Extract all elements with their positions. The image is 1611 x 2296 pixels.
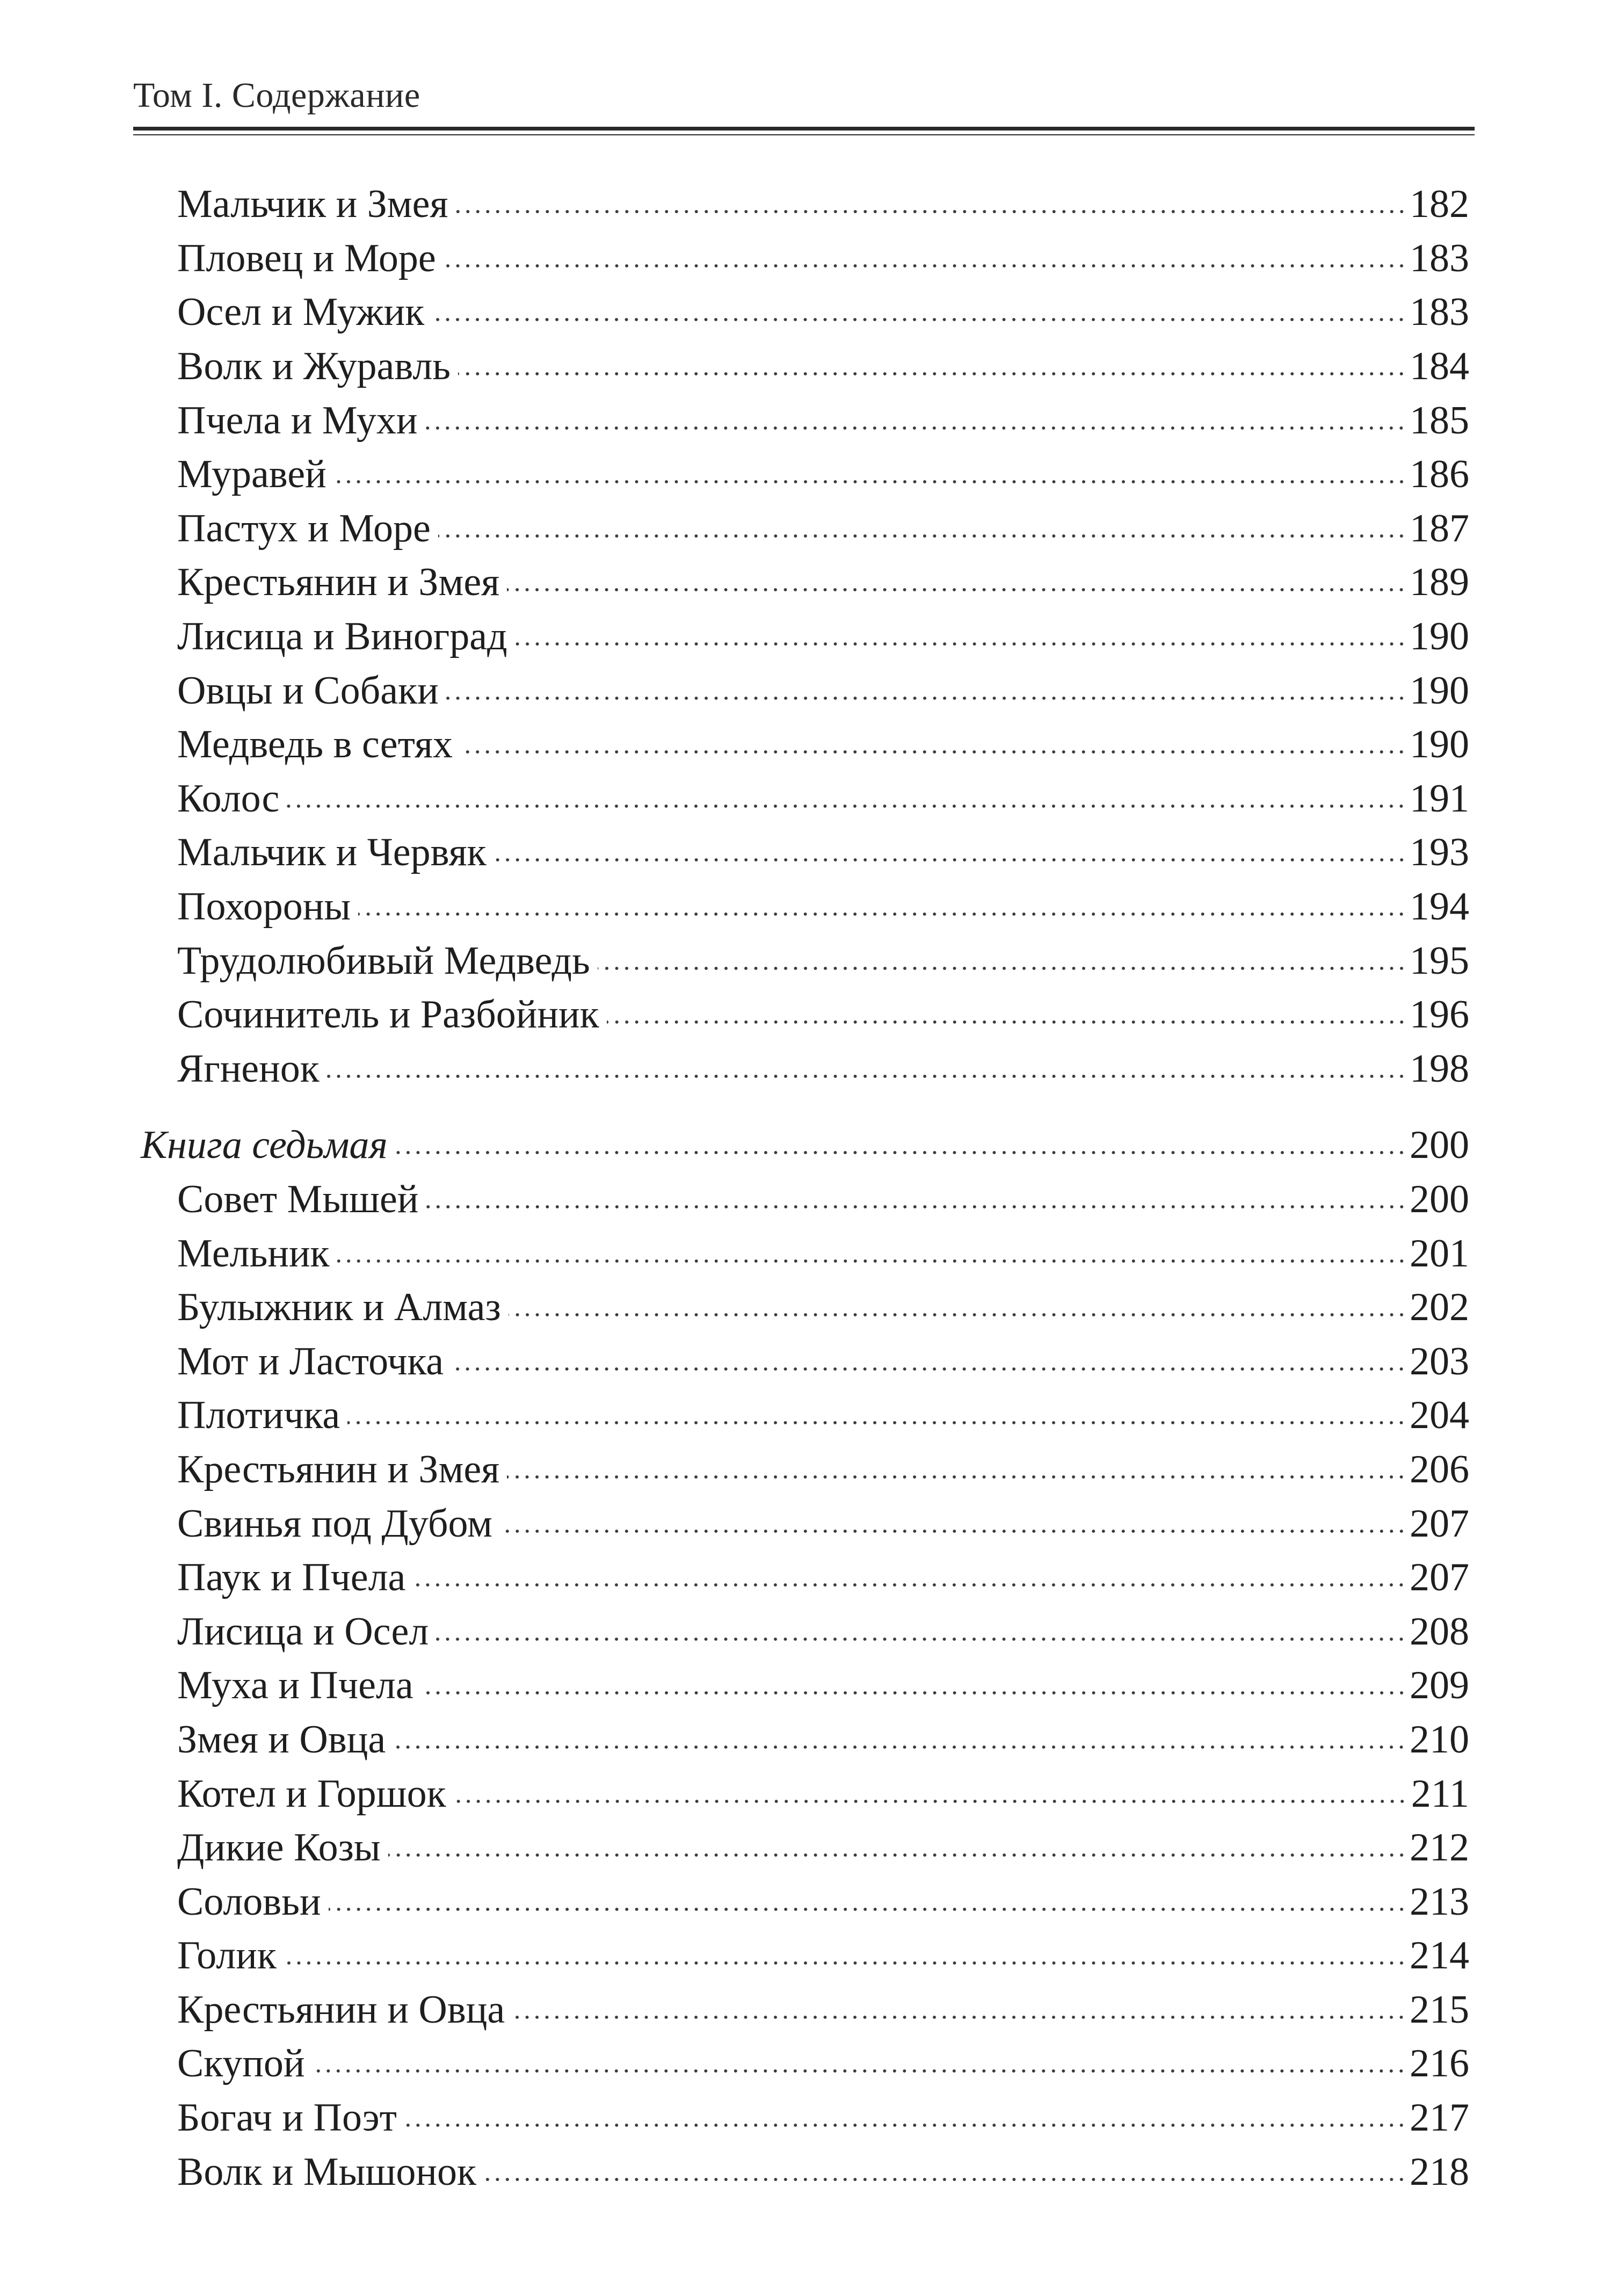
toc-entry-title: Осел и Мужик: [177, 285, 432, 339]
dot-leader: [426, 1203, 1407, 1211]
dot-leader: [312, 2067, 1406, 2075]
toc-entry-page-number: 190: [1410, 668, 1469, 713]
toc-entry-title: Сочинитель и Разбойник: [177, 988, 607, 1041]
toc-entry-page-number: 183: [1410, 290, 1469, 335]
toc-entry-page-number: 196: [1410, 993, 1469, 1037]
toc-entry-title: Крестьянин и Змея: [177, 1443, 507, 1496]
toc-entry-title: Крестьянин и Змея: [177, 555, 507, 609]
dot-leader: [458, 370, 1406, 378]
toc-entry[interactable]: [177, 988, 1469, 1042]
toc-entry[interactable]: [177, 231, 1469, 286]
toc-entry[interactable]: [177, 1496, 1469, 1551]
dot-leader: [432, 316, 1406, 323]
toc-entry-page-number: 187: [1410, 506, 1469, 551]
dot-leader: [512, 2013, 1406, 2021]
toc-entry-page-number: 190: [1410, 722, 1469, 767]
toc-entry-page-number: 207: [1410, 1555, 1469, 1600]
toc-entry-page-number: 193: [1410, 830, 1469, 875]
toc-entry-page-number: 202: [1410, 1285, 1469, 1330]
toc-entry-title: Книга седьмая: [141, 1118, 395, 1172]
toc-entry-title: Крестьянин и Овца: [177, 1983, 512, 2037]
toc-entry[interactable]: [177, 1713, 1469, 1767]
dot-leader: [393, 1743, 1406, 1751]
toc-entry-page-number: 216: [1410, 2041, 1469, 2086]
dot-leader: [494, 856, 1406, 864]
toc-entry-title: Мот и Ласточка: [177, 1335, 451, 1388]
dot-leader: [337, 1257, 1407, 1265]
toc-entry-title: Булыжник и Алмаз: [177, 1280, 509, 1334]
dot-leader: [287, 802, 1406, 810]
toc-entry-title: Змея и Овца: [177, 1713, 393, 1766]
toc-entry[interactable]: [177, 1280, 1469, 1335]
dot-leader: [284, 1959, 1406, 1967]
toc-entry-page-number: 200: [1410, 1177, 1469, 1221]
toc-entry-title: Плотичка: [177, 1388, 347, 1442]
toc-entry[interactable]: [177, 1172, 1469, 1227]
table-of-contents: [141, 177, 1469, 2199]
toc-entry-title: Волк и Журавль: [177, 339, 458, 393]
toc-entry-page-number: 182: [1410, 182, 1469, 227]
toc-entry-title: Овцы и Собаки: [177, 664, 446, 718]
dot-leader: [456, 208, 1407, 215]
dot-leader: [404, 2121, 1406, 2129]
toc-entry-title: Трудолюбивый Медведь: [177, 934, 598, 988]
toc-entry[interactable]: [177, 1821, 1469, 1875]
dot-leader: [507, 1473, 1406, 1481]
dot-leader: [413, 1581, 1406, 1589]
toc-entry-page-number: 212: [1410, 1826, 1469, 1870]
toc-entry-page-number: 213: [1410, 1879, 1469, 1924]
toc-entry-title: Скупой: [177, 2037, 312, 2090]
dot-leader: [446, 694, 1406, 702]
toc-entry-page-number: 208: [1410, 1609, 1469, 1654]
dot-leader: [358, 910, 1406, 918]
toc-entry-title: Колос: [177, 772, 287, 825]
toc-entry-page-number: 183: [1410, 236, 1469, 280]
toc-entry[interactable]: [177, 1874, 1469, 1929]
toc-entry-page-number: 194: [1410, 885, 1469, 929]
toc-entry[interactable]: [177, 1929, 1469, 1983]
toc-entry-title: Котел и Горшок: [177, 1767, 454, 1821]
toc-entry-title: Муха и Пчела: [177, 1658, 421, 1712]
toc-entry-page-number: 186: [1410, 452, 1469, 497]
toc-entry[interactable]: [177, 2145, 1469, 2199]
toc-entry[interactable]: [177, 1551, 1469, 1605]
header-rule-thin: [133, 134, 1475, 135]
toc-entry[interactable]: [177, 1443, 1469, 1497]
toc-entry-page-number: 185: [1410, 398, 1469, 443]
toc-entry-page-number: 215: [1410, 1987, 1469, 2032]
toc-entry[interactable]: [177, 502, 1469, 556]
dot-leader: [395, 1149, 1406, 1156]
toc-entry[interactable]: [177, 825, 1469, 880]
toc-entry[interactable]: [177, 933, 1469, 988]
toc-entry[interactable]: [177, 2037, 1469, 2091]
toc-entry[interactable]: [177, 1604, 1469, 1658]
dot-leader: [327, 1073, 1406, 1080]
toc-entry[interactable]: [177, 2091, 1469, 2145]
toc-entry[interactable]: [177, 393, 1469, 447]
dot-leader: [334, 478, 1406, 486]
toc-entry-title: Медведь в сетях: [177, 718, 460, 771]
toc-entry-title: Мальчик и Змея: [177, 177, 456, 231]
toc-entry-page-number: 200: [1410, 1123, 1469, 1168]
toc-entry[interactable]: [177, 1983, 1469, 2037]
toc-entry[interactable]: [177, 1388, 1469, 1443]
toc-entry[interactable]: [177, 339, 1469, 394]
toc-entry-title: Свинья под Дубом: [177, 1497, 500, 1551]
dot-leader: [460, 748, 1406, 756]
toc-entry-page-number: 195: [1410, 938, 1469, 983]
dot-leader: [598, 965, 1406, 972]
toc-entry-page-number: 204: [1410, 1393, 1469, 1438]
toc-entry-page-number: 206: [1410, 1447, 1469, 1491]
toc-entry-title: Мельник: [177, 1227, 337, 1280]
toc-entry-title: Дикие Козы: [177, 1821, 388, 1874]
toc-entry-title: Соловьи: [177, 1875, 329, 1929]
toc-entry[interactable]: [177, 772, 1469, 826]
toc-entry[interactable]: [177, 880, 1469, 934]
toc-entry[interactable]: [177, 663, 1469, 718]
toc-entry[interactable]: [177, 555, 1469, 610]
dot-leader: [509, 1311, 1406, 1319]
toc-entry[interactable]: [177, 1226, 1469, 1280]
toc-entry-title: Пловец и Море: [177, 231, 444, 285]
toc-entry-title: Муравей: [177, 447, 334, 501]
toc-entry[interactable]: [177, 1334, 1469, 1388]
toc-entry-page-number: 217: [1410, 2096, 1469, 2140]
header-rule-thick: [133, 127, 1475, 131]
dot-leader: [454, 1798, 1407, 1805]
dot-leader: [438, 532, 1406, 540]
dot-leader: [515, 640, 1406, 648]
toc-entry-page-number: 214: [1410, 1933, 1469, 1978]
dot-leader: [421, 1689, 1406, 1697]
toc-entry[interactable]: [177, 1042, 1469, 1096]
toc-entry-page-number: 203: [1410, 1339, 1469, 1384]
toc-entry-title: Богач и Поэт: [177, 2091, 404, 2145]
toc-entry[interactable]: [177, 610, 1469, 664]
dot-leader: [436, 1635, 1406, 1643]
toc-entry-title: Волк и Мышонок: [177, 2145, 484, 2199]
toc-entry-title: Совет Мышей: [177, 1172, 426, 1226]
toc-entry-page-number: 190: [1410, 614, 1469, 659]
running-head: Том I. Содержание: [133, 76, 420, 115]
toc-entry[interactable]: [177, 285, 1469, 339]
toc-entry-title: Похороны: [177, 880, 358, 933]
dot-leader: [347, 1419, 1406, 1426]
toc-entry-page-number: 198: [1410, 1046, 1469, 1091]
dot-leader: [451, 1365, 1406, 1373]
toc-entry-title: Мальчик и Червяк: [177, 825, 494, 879]
toc-entry-page-number: 211: [1411, 1771, 1469, 1816]
dot-leader: [500, 1527, 1406, 1535]
toc-entry[interactable]: [177, 718, 1469, 772]
toc-entry[interactable]: [177, 447, 1469, 502]
toc-entry-page-number: 210: [1410, 1717, 1469, 1762]
toc-entry-page-number: 218: [1410, 2149, 1469, 2194]
dot-leader: [329, 1906, 1406, 1913]
toc-book-heading[interactable]: [141, 1118, 1469, 1172]
toc-entry-title: Голик: [177, 1929, 284, 1982]
toc-entry-title: Паук и Пчела: [177, 1551, 413, 1604]
toc-entry-page-number: 209: [1410, 1663, 1469, 1708]
dot-leader: [507, 586, 1406, 593]
toc-entry[interactable]: [177, 1658, 1469, 1713]
toc-entry-title: Пастух и Море: [177, 502, 438, 555]
toc-entry-page-number: 207: [1410, 1501, 1469, 1546]
toc-entry-title: Лисица и Виноград: [177, 610, 515, 663]
toc-entry-page-number: 201: [1410, 1231, 1469, 1276]
dot-leader: [607, 1018, 1406, 1026]
toc-entry-page-number: 191: [1410, 776, 1469, 821]
dot-leader: [388, 1851, 1406, 1859]
dot-leader: [484, 2176, 1406, 2183]
toc-entry-page-number: 189: [1410, 560, 1469, 605]
toc-entry[interactable]: [177, 1766, 1469, 1821]
toc-entry[interactable]: [177, 177, 1469, 231]
toc-entry-title: Пчела и Мухи: [177, 394, 425, 447]
dot-leader: [425, 424, 1406, 432]
toc-entry-title: Лисица и Осел: [177, 1605, 436, 1658]
dot-leader: [444, 262, 1406, 270]
toc-entry-page-number: 184: [1410, 344, 1469, 389]
toc-entry-title: Ягненок: [177, 1042, 327, 1096]
